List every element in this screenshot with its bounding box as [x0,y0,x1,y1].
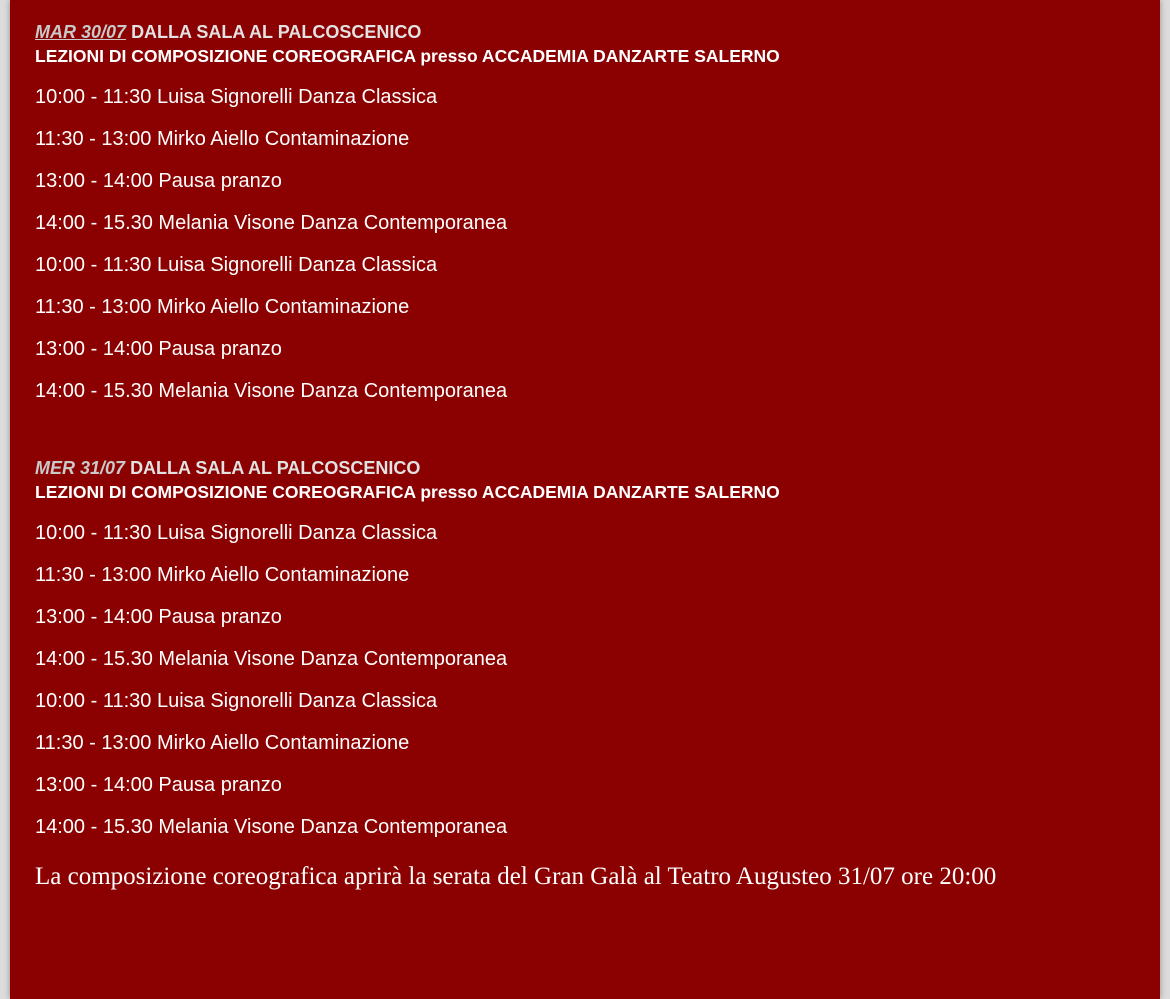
schedule-item: 13:00 - 14:00 Pausa pranzo [35,338,282,360]
schedule-item: 13:00 - 14:00 Pausa pranzo [35,774,282,796]
day-heading [35,20,1145,44]
schedule-item: 10:00 - 11:30 Luisa Signorelli Danza Classica [35,254,438,276]
day-subtitle: LEZIONI DI COMPOSIZIONE COREOGRAFICA presso ACCADEMIA DANZARTE SALERNO [35,482,780,502]
schedule-item: 14:00 - 15.30 Melania Visone Danza Contemporanea [35,212,508,234]
section-spacer [35,412,1145,456]
schedule-item: 10:00 - 11:30 Luisa Signorelli Danza Classica [35,86,438,108]
day-section-1 [35,20,1145,412]
schedule-item: 11:30 - 13:00 Mirko Aiello Contaminazione [35,128,410,150]
schedule-item: 11:30 - 13:00 Mirko Aiello Contaminazione [35,296,410,318]
schedule-list [35,76,1145,412]
document-content [35,20,1145,894]
schedule-item: 14:00 - 15.30 Melania Visone Danza Contemporanea [35,816,508,838]
document-page [10,0,1160,999]
gala-note: La composizione coreografica aprirà la serata del Gran Galà al Teatro Augusteo 31/07 ore 20:00 [35,863,997,890]
schedule-list [35,512,1145,848]
day-heading [35,456,1145,480]
schedule-item: 11:30 - 13:00 Mirko Aiello Contaminazione [35,564,410,586]
day-date: MER 31/07 [35,458,126,478]
schedule-item: 11:30 - 13:00 Mirko Aiello Contaminazione [35,732,410,754]
schedule-item: 14:00 - 15.30 Melania Visone Danza Contemporanea [35,380,508,402]
schedule-item: 13:00 - 14:00 Pausa pranzo [35,606,282,628]
schedule-item: 10:00 - 11:30 Luisa Signorelli Danza Classica [35,690,438,712]
schedule-item: 10:00 - 11:30 Luisa Signorelli Danza Classica [35,522,438,544]
day-subtitle: LEZIONI DI COMPOSIZIONE COREOGRAFICA presso ACCADEMIA DANZARTE SALERNO [35,46,780,66]
schedule-item: 13:00 - 14:00 Pausa pranzo [35,170,282,192]
day-date: MAR 30/07 [35,22,127,42]
day-section-2 [35,456,1145,848]
day-title: DALLA SALA AL PALCOSCENICO [130,458,421,478]
schedule-item: 14:00 - 15.30 Melania Visone Danza Contemporanea [35,648,508,670]
day-title: DALLA SALA AL PALCOSCENICO [131,22,422,42]
